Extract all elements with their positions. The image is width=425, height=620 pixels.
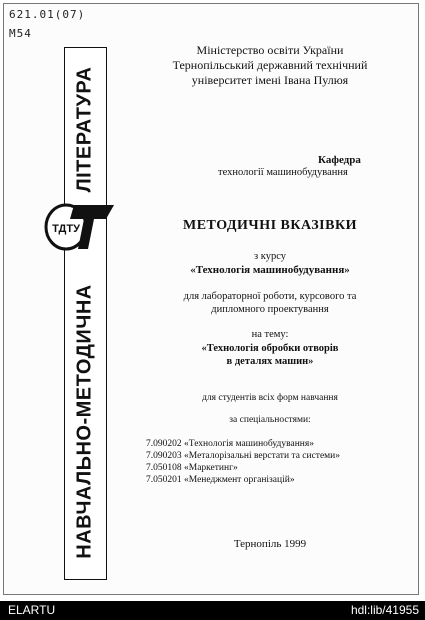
specialty-item: 7.050201 «Менеджмент організацій» (146, 475, 295, 485)
specialty-item: 7.090203 «Металорізальні верстати та системи» (146, 451, 341, 461)
handle-id: hdl:lib/41955 (350, 603, 419, 617)
ministry-header (120, 43, 420, 88)
university-emblem-icon (44, 197, 116, 257)
specialty-item: 7.050108 «Маркетинг» (146, 463, 238, 473)
topic-name (120, 342, 420, 368)
handwritten-index: M54 (9, 27, 32, 40)
purpose-line-1: для лабораторної роботи, курсового та (183, 291, 357, 302)
department-name: технології машинобудування (218, 167, 348, 178)
students-note: для студентів всіх форм навчання (202, 393, 338, 403)
purpose-text (120, 290, 420, 316)
specialty-item: 7.090202 «Технологія машинобудування» (146, 439, 314, 449)
footer-bar (0, 601, 425, 620)
logo-letters: ТДТУ (52, 223, 80, 235)
specialties-list (146, 438, 340, 486)
specialties-label: за спеціальностями: (229, 415, 311, 425)
ministry-line-2: Тернопільський державний технічний (172, 58, 368, 72)
purpose-line-2: дипломного проектування (211, 304, 329, 315)
repository-name: ELARTU (8, 603, 56, 617)
topic-line-1: «Технологія обробки отворів (201, 343, 339, 354)
course-name: «Технологія машинобудування» (190, 264, 350, 276)
course-label: з курсу (254, 251, 286, 262)
topic-label: на тему: (251, 329, 289, 340)
city-year: Тернопіль 1999 (233, 538, 307, 550)
topic-line-2: в деталях машин» (226, 356, 314, 367)
ministry-line-3: університет імені Івана Пулюя (191, 73, 349, 87)
side-label-literature: ЛІТЕРАТУРА (73, 66, 96, 193)
document-title: МЕТОДИЧНІ ВКАЗІВКИ (183, 218, 357, 233)
handwritten-code: 621.01(07) (9, 8, 86, 21)
side-label-methodical: НАВЧАЛЬНО-МЕТОДИЧНА (73, 284, 96, 559)
ministry-line-1: Міністерство освіти України (196, 43, 344, 57)
department-heading: Кафедра (318, 154, 361, 166)
